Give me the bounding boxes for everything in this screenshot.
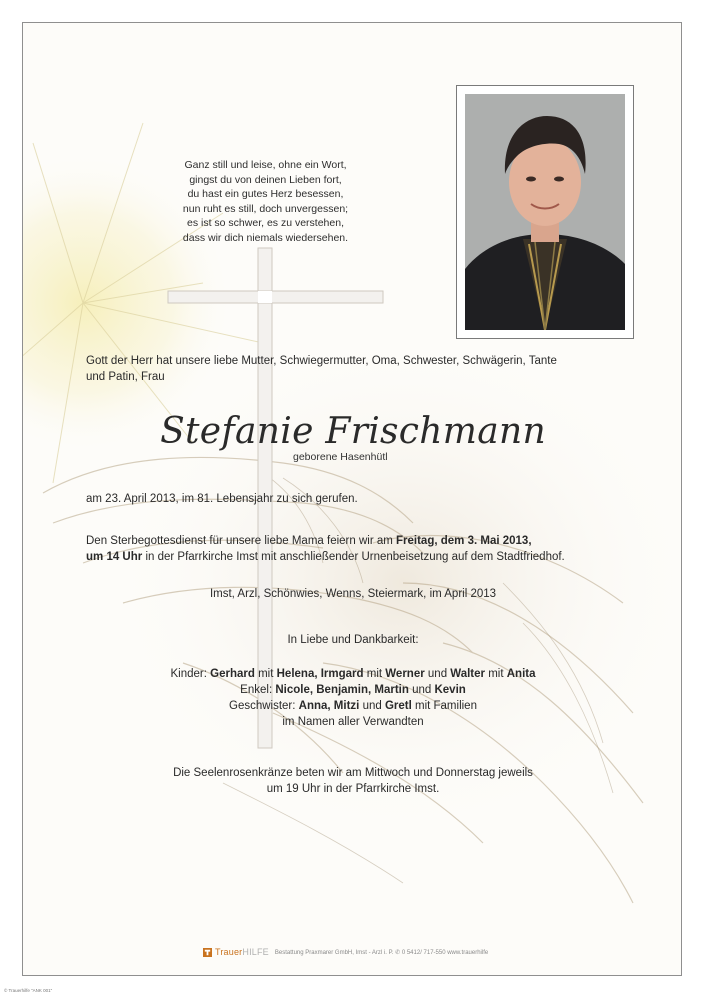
brand-part-1: Trauer [215,947,243,957]
rosary-line-1: Die Seelenrosenkränze beten wir am Mittwoch und Donnerstag jeweils [173,767,533,779]
poem-line: du hast ein gutes Herz besessen, [187,188,344,201]
family-list [23,666,682,730]
service-text-1: Den Sterbegottesdienst für unsere liebe Mama feiern wir am [86,535,397,547]
grandchild-names: Nicole, Benjamin, Martin [275,684,409,696]
footer-text: Bestattung Praxmarer GmbH, Imst - Arzl i. P. ✆ 0 5412/ 717-550 www.trauerhilfe [274,949,489,956]
intro-line-1: Gott der Herr hat unsere liebe Mutter, Schwiegermutter, Oma, Schwester, Schwägerin, Tante [86,355,557,367]
portrait-photo [456,85,634,339]
service-info [86,533,661,565]
connector: mit [363,668,386,680]
child-name: Anita [506,668,536,680]
poem-line: Ganz still und leise, ohne ein Wort, [184,159,347,171]
child-name: Werner [385,668,425,680]
deceased-name: Stefanie Frischmann [160,411,546,452]
rosary-info [23,765,682,797]
trauerhilfe-logo-icon [203,948,212,957]
connector: und [408,684,435,696]
siblings-tail: mit Familien [411,700,477,712]
grandchild-name: Kevin [434,684,466,696]
brand-name [215,947,269,957]
grandchildren-label: Enkel: [240,684,276,696]
connector: und [359,700,385,712]
sibling-name: Gretl [384,700,412,712]
service-text-2: in der Pfarrkirche Imst mit anschließender Urnenbeisetzung auf dem Stadtfriedhof. [142,551,565,563]
intro-text [86,353,646,385]
rosary-line-2: um 19 Uhr in der Pfarrkirche Imst. [266,783,440,795]
service-date: Freitag, dem 3. Mai 2013, [396,535,532,547]
poem-line: dass wir dich niemals wiedersehen. [182,231,349,244]
child-name: Gerhard [210,668,255,680]
brand-part-2: HILFE [242,947,269,957]
copyright-note: © Trauerhilfe "ANK 001" [4,988,53,993]
child-name: Helena, Irmgard [276,668,364,680]
place-date: Imst, Arzl, Schönwies, Wenns, Steiermark, im April 2013 [209,588,497,600]
connector: und [424,668,451,680]
intro-line-2: und Patin, Frau [86,371,165,383]
obituary-card [22,22,682,976]
poem-line: nun ruht es still, doch unvergessen; [182,202,349,215]
children-line [23,666,682,682]
siblings-line [23,698,682,714]
poem-line: gingst du von deinen Lieben fort, [189,173,342,186]
footer [203,945,488,959]
grandchildren-line [23,682,682,698]
connector: mit [485,668,507,680]
connector: mit [254,668,277,680]
poem [133,158,398,246]
service-time: um 14 Uhr [86,551,143,563]
children-label: Kinder: [170,668,211,680]
maiden-name: geborene Hasenhütl [293,451,388,463]
siblings-label: Geschwister: [229,700,299,712]
portrait-image [465,94,625,330]
sibling-names: Anna, Mitzi [298,700,360,712]
child-name: Walter [450,668,486,680]
poem-line: es ist so schwer, es zu verstehen, [187,217,344,230]
thanks-line: In Liebe und Dankbarkeit: [287,634,419,646]
relatives-line: im Namen aller Verwandten [282,716,424,728]
death-date-line: am 23. April 2013, im 81. Lebensjahr zu sich gerufen. [86,493,358,505]
